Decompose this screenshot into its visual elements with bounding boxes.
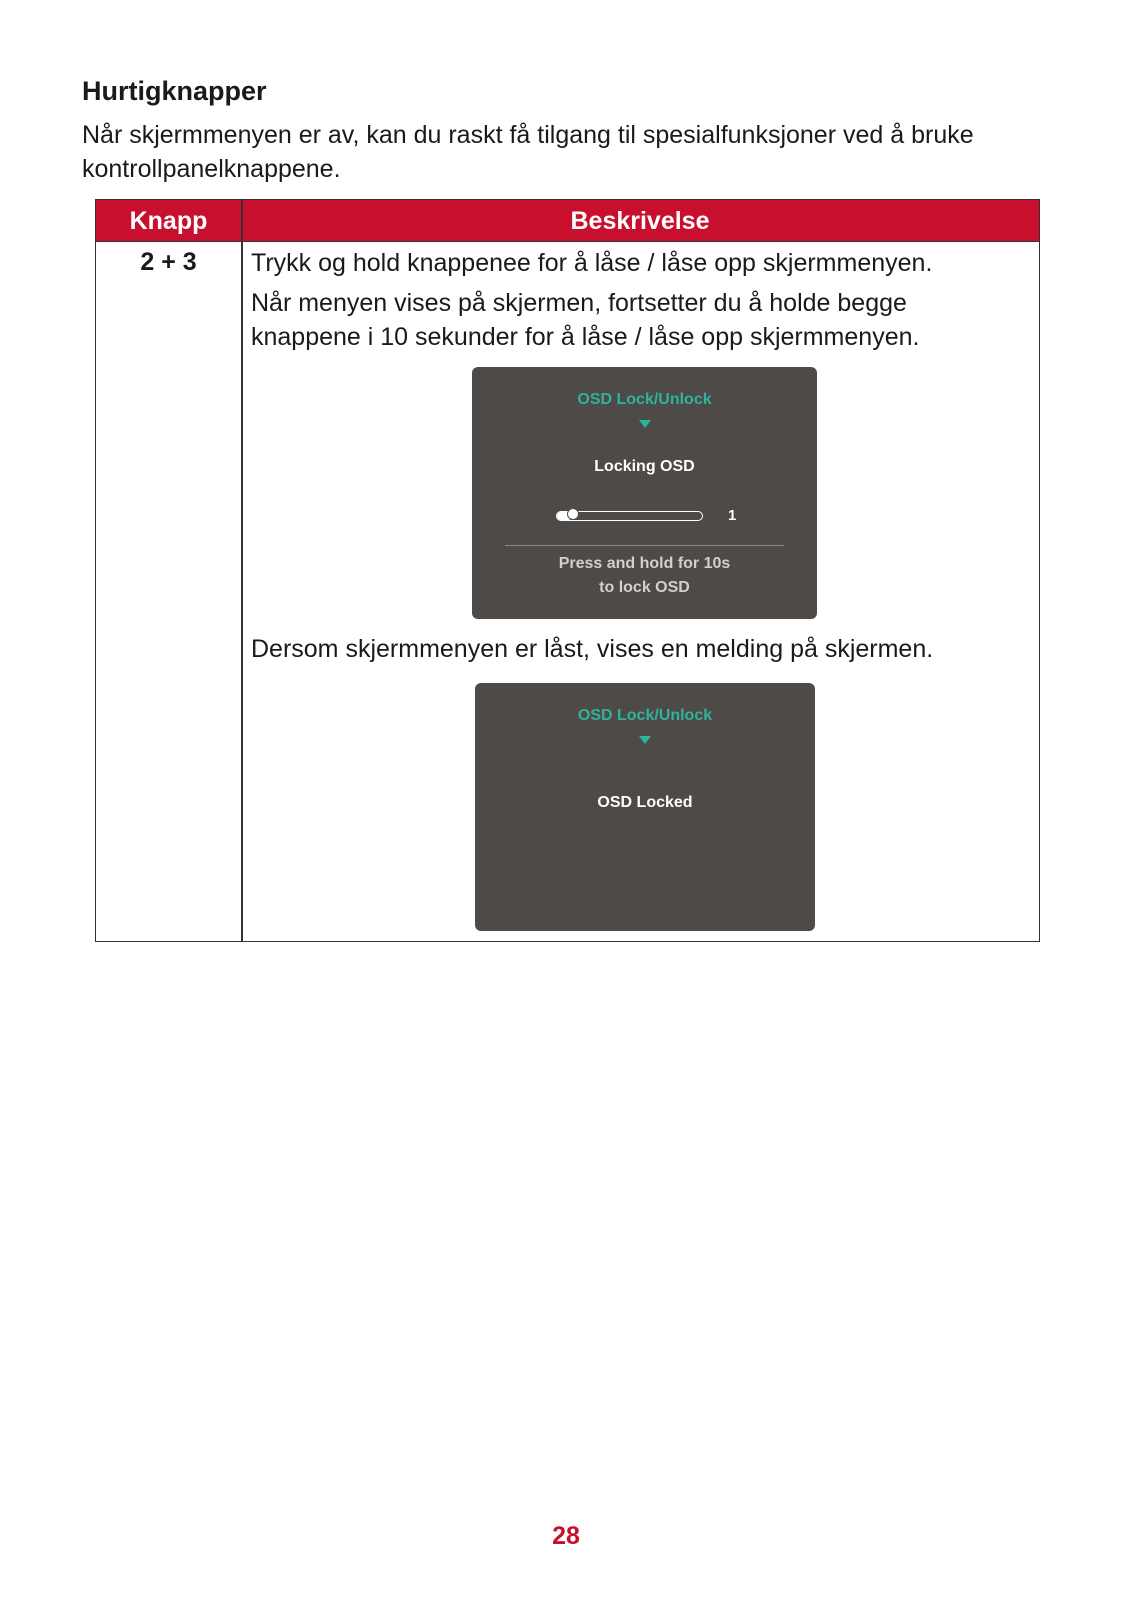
- caret-down-icon: [639, 736, 651, 744]
- header-knapp: Knapp: [129, 207, 208, 235]
- section-heading: Hurtigknapper: [82, 76, 267, 106]
- osd-title: OSD Lock/Unlock: [577, 707, 713, 724]
- osd-status: OSD Locked: [597, 794, 693, 811]
- caret-down-icon: [639, 420, 651, 428]
- lock-progress-knob: [567, 508, 579, 520]
- lock-progress-value: 1: [728, 507, 737, 524]
- column-divider: [241, 200, 243, 941]
- lock-progress-bar: [556, 511, 703, 521]
- osd-hint-line-1: Press and hold for 10s: [558, 555, 731, 572]
- osd-title: OSD Lock/Unlock: [577, 391, 712, 408]
- osd-hint-line-2: to lock OSD: [599, 579, 690, 596]
- osd-locking-screen: [472, 367, 817, 619]
- key-combo: 2 + 3: [140, 248, 197, 276]
- description-line-2: Når menyen vises på skjermen, fortsetter du å holde begge knappene i 10 sekunder for å låse / låse opp skjermmenyen.: [251, 289, 920, 351]
- hotkeys-table: [95, 199, 1040, 942]
- table-header: [96, 200, 1039, 242]
- description-line-3: Dersom skjermmenyen er låst, vises en melding på skjermen.: [251, 635, 934, 663]
- osd-locked-screen: [475, 683, 815, 931]
- intro-paragraph: Når skjermmenyen er av, kan du raskt få tilgang til spesialfunksjoner ved å bruke kontrollpanelknappene.: [82, 121, 974, 183]
- osd-status: Locking OSD: [594, 458, 695, 475]
- description-line-1: Trykk og hold knappenee for å låse / låse opp skjermmenyen.: [251, 249, 933, 277]
- page-number: 28: [552, 1522, 580, 1550]
- header-beskrivelse: Beskrivelse: [570, 207, 710, 235]
- osd-divider: [505, 545, 784, 546]
